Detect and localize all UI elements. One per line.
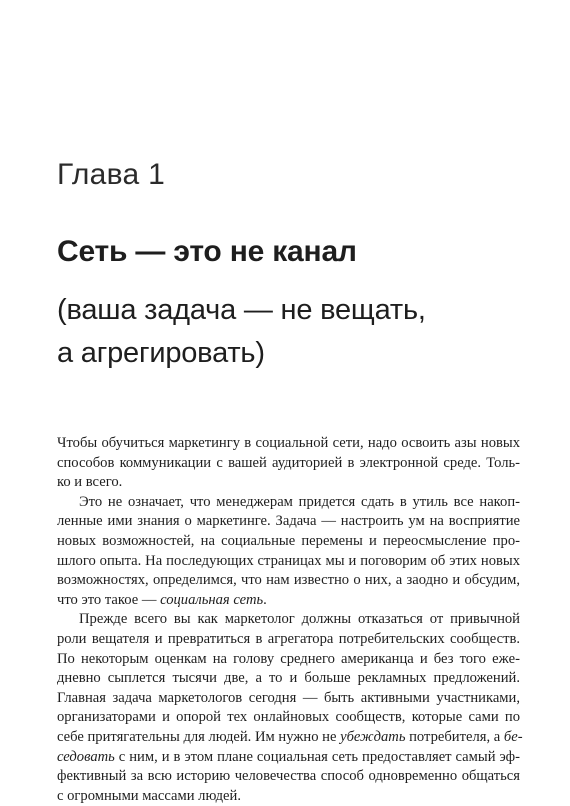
chapter-subtitle — [57, 289, 527, 375]
emphasis: бе- — [503, 728, 523, 745]
text-line: роли вещателя и превратиться в агрегатора потребительских сообществ. — [57, 630, 520, 647]
text-line: себе притягательны для людей. Им нужно не убеждать потребителя, а бе- — [57, 728, 523, 745]
text-line: Чтобы обучиться маркетингу в социальной сети, надо освоить азы новых — [57, 435, 520, 451]
subtitle-line: (ваша задача — не вещать, — [57, 294, 426, 326]
text-line: с огромными массами людей. — [57, 787, 241, 804]
text-line: Это не означает, что менеджерам придется сдать в утиль все накоп- — [79, 493, 520, 510]
text-line: Главная задача маркетологов сегодня — быть активными участниками, — [57, 689, 520, 706]
text-line: что это такое — социальная сеть. — [57, 591, 267, 608]
text-line: дневно сыплется тысячи две, а то и больше рекламных предложений. — [57, 670, 520, 687]
body-text — [57, 434, 523, 806]
text-line: Прежде всего вы как маркетолог должны отказаться от привычной — [79, 611, 520, 628]
text-line: способов коммуникации с вашей аудиторией в электронной среде. Толь- — [57, 454, 520, 471]
chapter-label: Глава 1 — [57, 158, 166, 191]
text-line: седовать с ним, и в этом плане социальная сеть предоставляет самый эф- — [57, 748, 520, 765]
emphasis: седовать — [57, 748, 115, 765]
text-line: ко и всего. — [57, 474, 123, 491]
text-line: возможностях, определимся, что нам известно о них, а заодно и обсудим, — [57, 572, 520, 589]
text-line: фективный за всю историю человечества способ одновременно общаться — [57, 768, 520, 785]
subtitle-line: а агрегировать) — [57, 337, 265, 369]
text-line: шлого опыта. На последующих страницах мы и поговорим об этих новых — [57, 552, 520, 569]
emphasis: социальная сеть — [160, 591, 264, 608]
text-line: ленные ими знания о маркетинге. Задача — настроить ум на восприятие — [57, 513, 520, 530]
text-line: новых возможностей, на социальные перемены и переосмысление про- — [57, 532, 520, 549]
text-line: организаторами и опорой тех онлайновых сообществ, которые сами по — [57, 709, 520, 726]
text-line: По некоторым оценкам на голову среднего американца и без того ежe- — [57, 650, 520, 667]
chapter-title: Сеть — это не канал — [57, 235, 357, 268]
emphasis: убеждать — [340, 728, 406, 745]
